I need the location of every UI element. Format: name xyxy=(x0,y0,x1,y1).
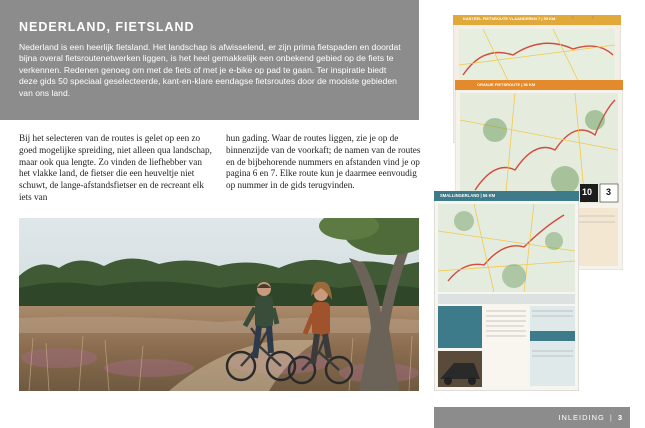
cyclists-photo xyxy=(19,218,419,391)
route-number-b: 3 xyxy=(606,187,612,197)
intro-paragraph: Nederland is een heerlijk fietsland. Het landschap is afwisselend, er zijn prima fietspaden en doordat bijna overal fietsroutenetwerken liggen, is het heel gemakkelijk een onbekend gebied op de fiets te verkennen. Redenen genoeg om met de fiets of met je e-bike op pad te gaan. Ter inspiratie biedt deze gids 50 speciaal geselecteerde, kant-en-klare eendagse fietsroutes door de mooiste gebieden van ons land. xyxy=(19,42,401,98)
footer-separator: | xyxy=(609,413,613,422)
body-column-1: Bij het selecteren van de routes is gelet op een zo goed mogelijke spreiding, niet alleen qua landschap, maar ook qua lengte. Zo vinden de liefhebber van het vlakke land, de fietser die een heuveltje niet schuwt, de lange-afstandsfietser en de recreant elk iets van xyxy=(19,133,212,202)
page-footer xyxy=(434,407,630,428)
guide-header-2: ORANJE FIETSROUTE | 56 KM xyxy=(477,82,536,87)
guide-header-3: SMALLINGERLAND | 56 KM xyxy=(440,193,496,198)
footer-section: INLEIDING xyxy=(558,413,605,422)
guide-header-1: KASTEEL FIETSROUTE VLAANDEREN 7 | 55 KM xyxy=(463,16,556,21)
guide-page-teal xyxy=(434,191,579,391)
section-title: NEDERLAND, FIETSLAND xyxy=(19,20,195,34)
page-number: 3 xyxy=(617,413,623,422)
route-number-a: 10 xyxy=(582,187,593,197)
intro-block xyxy=(0,0,419,120)
body-column-2: hun gading. Waar de routes liggen, zie je op de binnenzijde van de voorkaft; de namen van de routes en de bijbehorende nummers en afstanden vind je op pagina 6 en 7. Elke route kun je daarmee eenvoudig op nummer in de gids terugvinden. xyxy=(226,133,421,191)
